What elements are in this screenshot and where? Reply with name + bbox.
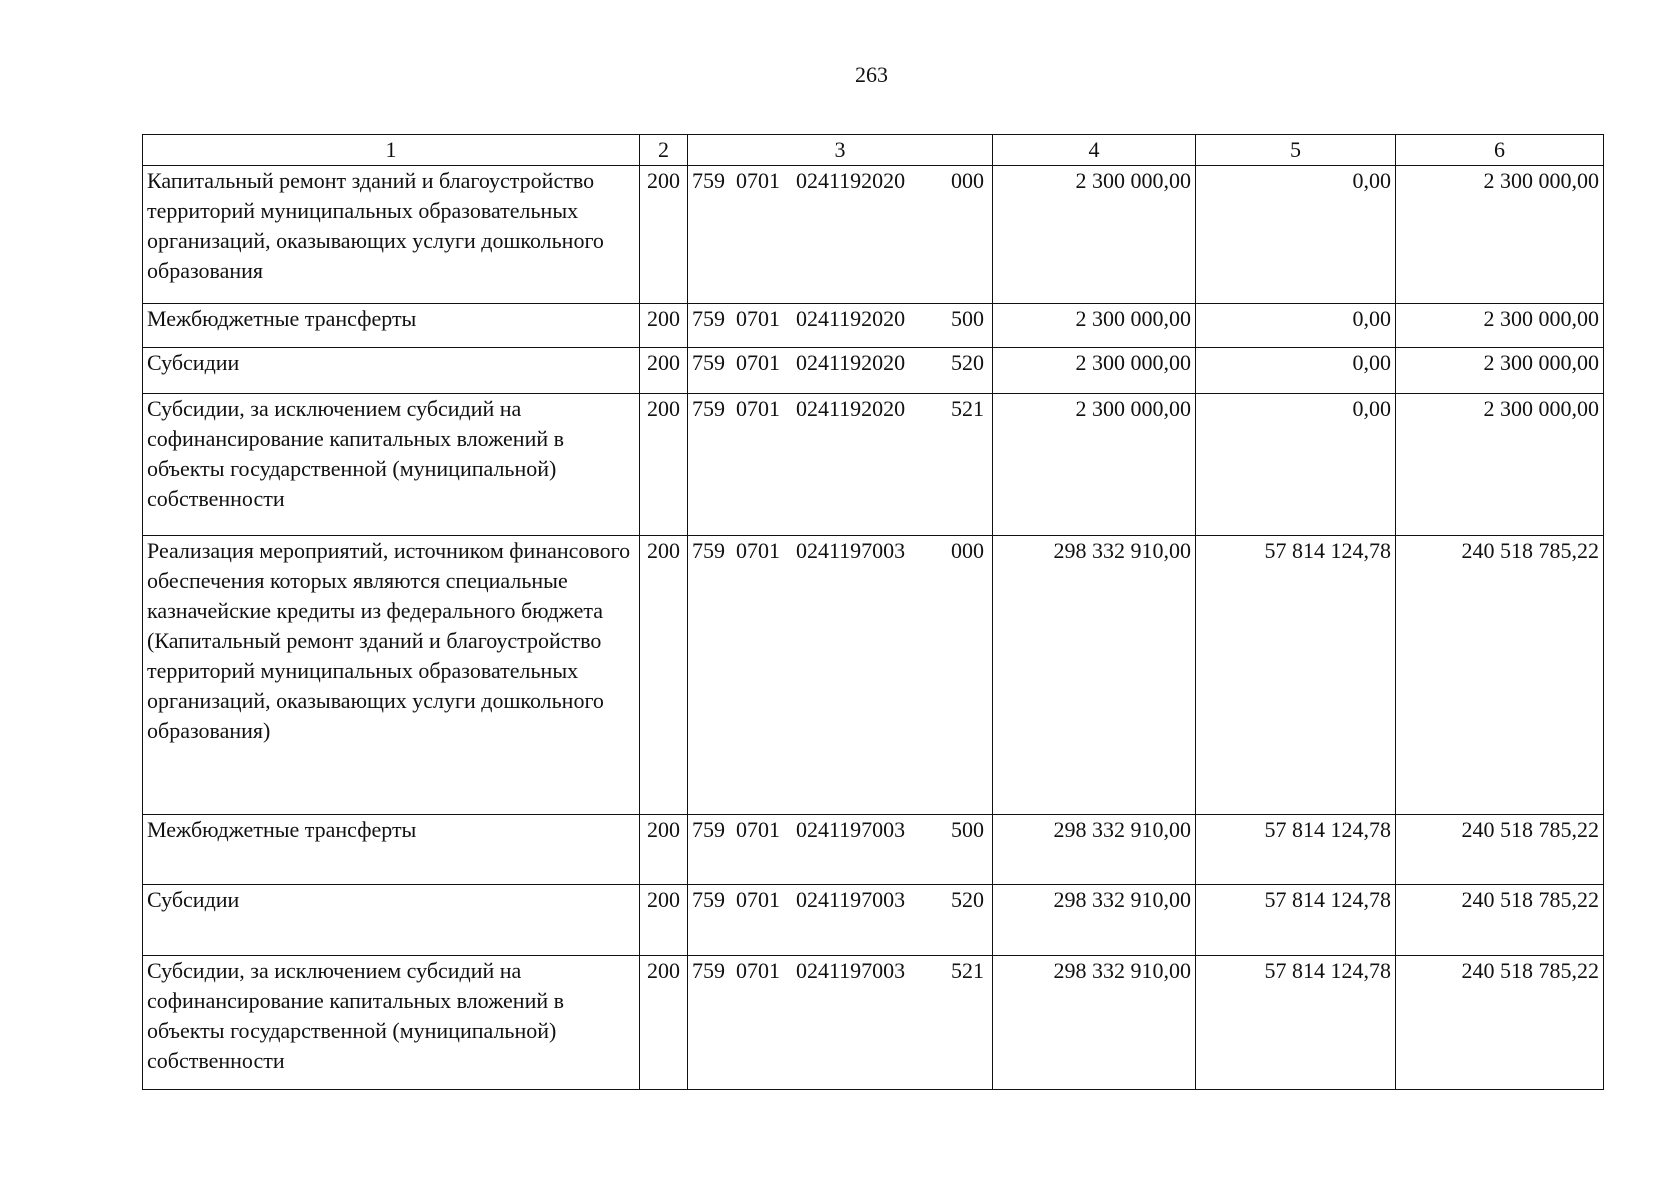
row-code xyxy=(688,956,993,1090)
row-col2: 200 xyxy=(640,166,688,304)
table-row xyxy=(143,166,1604,304)
row-col2: 200 xyxy=(640,956,688,1090)
row-col4: 2 300 000,00 xyxy=(993,304,1196,348)
code-part: 0701 xyxy=(736,958,780,983)
row-name: Реализация мероприятий, источником финансового обеспечения которых являются специальные казначейские кредиты из федерального бюджета (Капитальный ремонт зданий и благоустройство территорий муниципальных образовательных организаций, оказывающих услуги дошкольного образования) xyxy=(143,536,640,815)
row-name: Межбюджетные трансферты xyxy=(143,304,640,348)
code-part: 759 xyxy=(692,350,725,375)
row-name: Субсидии xyxy=(143,885,640,956)
code-part: 0701 xyxy=(736,168,780,193)
row-name: Межбюджетные трансферты xyxy=(143,815,640,885)
code-part: 000 xyxy=(951,538,984,563)
row-col6: 2 300 000,00 xyxy=(1396,394,1604,536)
code-part: 520 xyxy=(951,887,984,912)
row-col2: 200 xyxy=(640,885,688,956)
code-part: 0701 xyxy=(736,887,780,912)
code-part: 000 xyxy=(951,168,984,193)
column-header-5: 5 xyxy=(1196,135,1396,166)
row-col2: 200 xyxy=(640,394,688,536)
column-header-3: 3 xyxy=(688,135,993,166)
row-col5: 57 814 124,78 xyxy=(1196,956,1396,1090)
code-part: 0701 xyxy=(736,396,780,421)
row-col5: 57 814 124,78 xyxy=(1196,885,1396,956)
row-col6: 2 300 000,00 xyxy=(1396,348,1604,394)
table-row xyxy=(143,536,1604,815)
row-name: Субсидии, за исключением субсидий на софинансирование капитальных вложений в объекты государственной (муниципальной) собственности xyxy=(143,394,640,536)
row-col2: 200 xyxy=(640,815,688,885)
table-row xyxy=(143,815,1604,885)
row-name: Субсидии xyxy=(143,348,640,394)
row-code xyxy=(688,304,993,348)
code-part: 0241197003 xyxy=(796,887,906,912)
page-number: 263 xyxy=(855,62,888,87)
header-row xyxy=(143,135,1604,166)
code-part: 759 xyxy=(692,887,725,912)
column-header-1: 1 xyxy=(143,135,640,166)
row-code xyxy=(688,348,993,394)
code-part: 0241192020 xyxy=(796,306,906,331)
row-col6: 240 518 785,22 xyxy=(1396,956,1604,1090)
row-col5: 57 814 124,78 xyxy=(1196,536,1396,815)
row-col5: 0,00 xyxy=(1196,304,1396,348)
code-part: 0701 xyxy=(736,817,780,842)
code-part: 0241197003 xyxy=(796,817,906,842)
column-header-4: 4 xyxy=(993,135,1196,166)
code-part: 500 xyxy=(951,817,984,842)
code-part: 759 xyxy=(692,396,725,421)
code-part: 759 xyxy=(692,306,725,331)
code-part: 500 xyxy=(951,306,984,331)
code-part: 759 xyxy=(692,538,725,563)
code-part: 0241192020 xyxy=(796,168,906,193)
table-row xyxy=(143,348,1604,394)
row-code xyxy=(688,166,993,304)
row-col6: 2 300 000,00 xyxy=(1396,304,1604,348)
row-code xyxy=(688,885,993,956)
row-col4: 2 300 000,00 xyxy=(993,348,1196,394)
row-col6: 240 518 785,22 xyxy=(1396,885,1604,956)
row-code xyxy=(688,815,993,885)
row-code xyxy=(688,394,993,536)
code-part: 759 xyxy=(692,168,725,193)
row-col2: 200 xyxy=(640,304,688,348)
table-row xyxy=(143,394,1604,536)
table-row xyxy=(143,956,1604,1090)
code-part: 0241192020 xyxy=(796,350,906,375)
code-part: 521 xyxy=(951,396,984,421)
row-name: Капитальный ремонт зданий и благоустройство территорий муниципальных образовательных организаций, оказывающих услуги дошкольного образования xyxy=(143,166,640,304)
row-col4: 2 300 000,00 xyxy=(993,166,1196,304)
table-row xyxy=(143,304,1604,348)
code-part: 0701 xyxy=(736,306,780,331)
row-col4: 298 332 910,00 xyxy=(993,815,1196,885)
row-col6: 2 300 000,00 xyxy=(1396,166,1604,304)
row-col4: 2 300 000,00 xyxy=(993,394,1196,536)
code-part: 520 xyxy=(951,350,984,375)
column-header-6: 6 xyxy=(1396,135,1604,166)
code-part: 0241197003 xyxy=(796,958,906,983)
code-part: 0701 xyxy=(736,350,780,375)
budget-table xyxy=(142,134,1604,1090)
row-col5: 0,00 xyxy=(1196,348,1396,394)
row-col2: 200 xyxy=(640,348,688,394)
table-row xyxy=(143,885,1604,956)
row-col6: 240 518 785,22 xyxy=(1396,536,1604,815)
column-header-2: 2 xyxy=(640,135,688,166)
code-part: 521 xyxy=(951,958,984,983)
row-name: Субсидии, за исключением субсидий на софинансирование капитальных вложений в объекты государственной (муниципальной) собственности xyxy=(143,956,640,1090)
row-col5: 57 814 124,78 xyxy=(1196,815,1396,885)
row-col2: 200 xyxy=(640,536,688,815)
code-part: 759 xyxy=(692,817,725,842)
code-part: 0241197003 xyxy=(796,538,906,563)
row-col4: 298 332 910,00 xyxy=(993,956,1196,1090)
row-col5: 0,00 xyxy=(1196,166,1396,304)
row-code xyxy=(688,536,993,815)
row-col4: 298 332 910,00 xyxy=(993,885,1196,956)
row-col4: 298 332 910,00 xyxy=(993,536,1196,815)
code-part: 759 xyxy=(692,958,725,983)
row-col5: 0,00 xyxy=(1196,394,1396,536)
code-part: 0241192020 xyxy=(796,396,906,421)
row-col6: 240 518 785,22 xyxy=(1396,815,1604,885)
code-part: 0701 xyxy=(736,538,780,563)
